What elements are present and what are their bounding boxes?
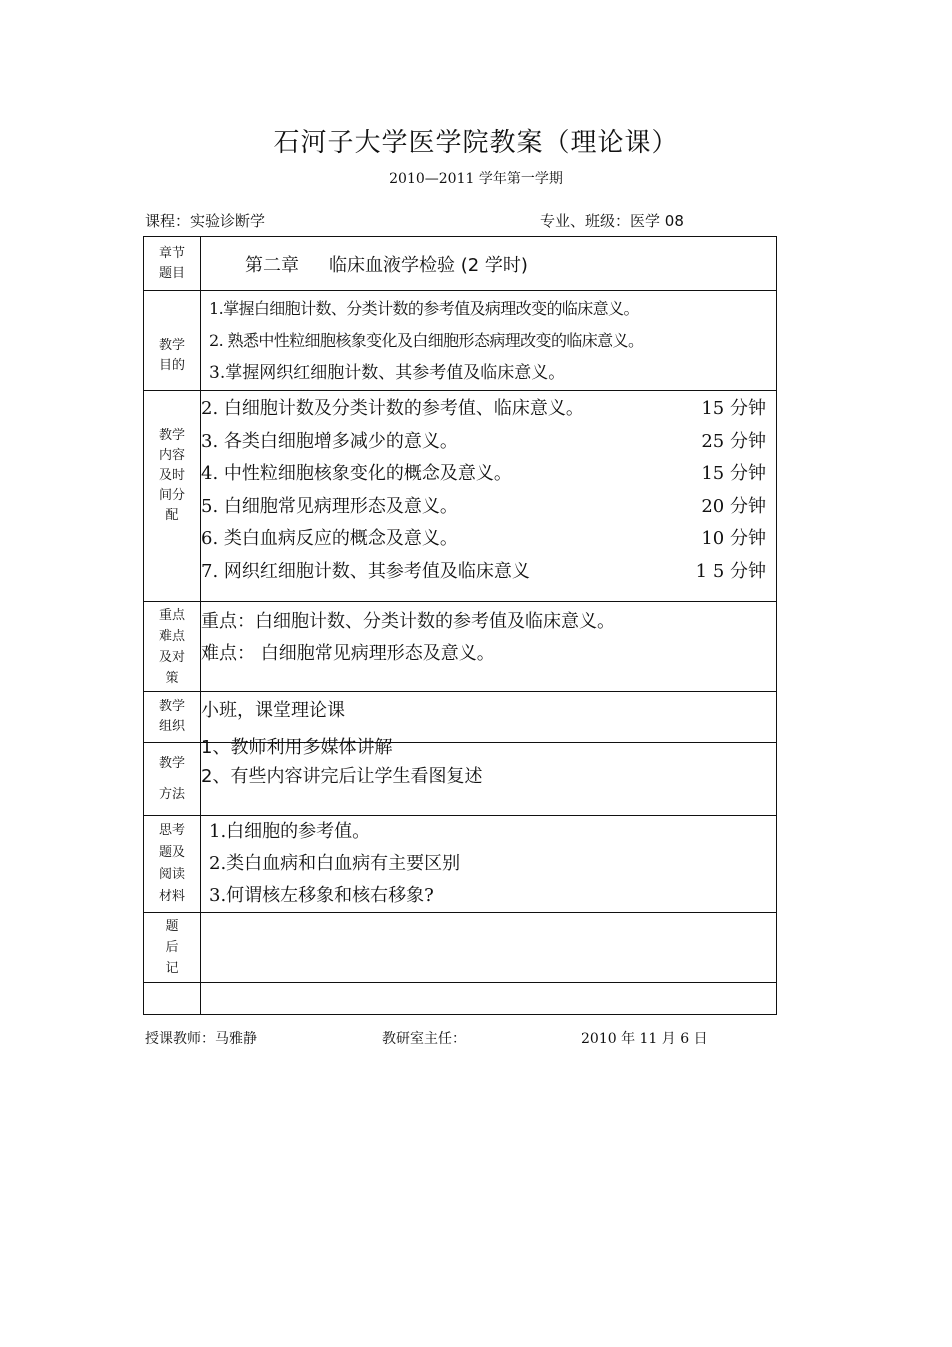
content-label: 教学内容及时间分配 — [144, 391, 201, 602]
difficult-point: 难点： 白细胞常见病理形态及意义。 — [201, 643, 495, 664]
goals-row — [144, 291, 777, 391]
method-label: 教学方法 — [144, 743, 201, 816]
page-title: 石河子大学医学院教案（理论课） — [273, 128, 679, 158]
chapter-label: 章节题目 — [144, 237, 201, 291]
content-time: 15 分钟 — [701, 398, 766, 419]
content-item: 5. 白细胞常见病理形态及意义。 20 分钟 — [201, 491, 766, 524]
chapter-heading — [201, 251, 776, 277]
organization-row — [144, 692, 777, 743]
content-time: 10 分钟 — [701, 528, 766, 549]
content-item: 2. 白细胞计数及分类计数的参考值、临床意义。 15 分钟 — [201, 393, 766, 426]
content-time: 15 分钟 — [701, 463, 766, 484]
questions-row — [144, 816, 777, 913]
question-item: 3.何谓核左移象和核右移象? — [209, 885, 434, 906]
goal-item: 3.掌握网织红细胞计数、其参考值及临床意义。 — [209, 362, 566, 383]
postscript-content — [201, 913, 777, 983]
lesson-plan-table — [143, 236, 777, 1015]
organization-label: 教学组织 — [144, 692, 201, 743]
content-item: 7. 网织红细胞计数、其参考值及临床意义 1 5 分钟 — [201, 556, 766, 589]
blank-label-cell — [144, 983, 201, 1015]
major-label: 专业、班级： — [540, 212, 631, 230]
content-item: 6. 类白血病反应的概念及意义。 10 分钟 — [201, 523, 766, 556]
key-points-row — [144, 602, 777, 692]
method-row — [144, 743, 777, 816]
method-item: 2、有些内容讲完后让学生看图复述 — [201, 766, 483, 787]
course-value: 实验诊断学 — [190, 212, 266, 230]
content-time: 1 5 分钟 — [695, 560, 766, 582]
course-label: 课程： — [145, 212, 191, 230]
key-point: 重点：白细胞计数、分类计数的参考值及临床意义。 — [201, 611, 615, 632]
course-field — [145, 210, 265, 231]
key-points-label: 重点难点及对策 — [144, 602, 201, 692]
chapter-title: 临床血液学检验 (2 学时) — [329, 254, 528, 276]
blank-row — [144, 983, 777, 1015]
question-item: 2.类白血病和白血病有主要区别 — [209, 853, 461, 874]
content-row — [144, 391, 777, 602]
content-time: 20 分钟 — [701, 495, 766, 517]
semester-subtitle: 2010—2011 学年第一学期 — [389, 171, 563, 187]
blank-content-cell — [201, 983, 777, 1015]
question-item: 1.白细胞的参考值。 — [209, 821, 371, 842]
organization-value: 小班，课堂理论课 — [201, 700, 345, 721]
postscript-row — [144, 913, 777, 983]
content-item: 4. 中性粒细胞核象变化的概念及意义。 15 分钟 — [201, 458, 766, 491]
chapter-row — [144, 237, 777, 291]
questions-label: 思考题及阅读材料 — [144, 816, 201, 913]
footer-director: 教研室主任： — [382, 1031, 466, 1047]
footer-date: 2010 年 11 月 6 日 — [581, 1031, 708, 1047]
major-field — [540, 210, 684, 231]
postscript-label: 题后记 — [144, 913, 201, 983]
chapter-number: 第二章 — [245, 254, 299, 276]
major-value: 医学 08 — [630, 212, 684, 230]
goals-label: 教学目的 — [144, 291, 201, 391]
content-time: 25 分钟 — [701, 430, 766, 452]
method-item: 1、教师利用多媒体讲解 — [201, 737, 393, 758]
goal-item: 1.掌握白细胞计数、分类计数的参考值及病理改变的临床意义。 — [209, 298, 639, 318]
footer-teacher: 授课教师：马雅静 — [145, 1031, 257, 1047]
goal-item: 2. 熟悉中性粒细胞核象变化及白细胞形态病理改变的临床意义。 — [209, 330, 644, 350]
content-item: 3. 各类白细胞增多减少的意义。 25 分钟 — [201, 426, 766, 459]
